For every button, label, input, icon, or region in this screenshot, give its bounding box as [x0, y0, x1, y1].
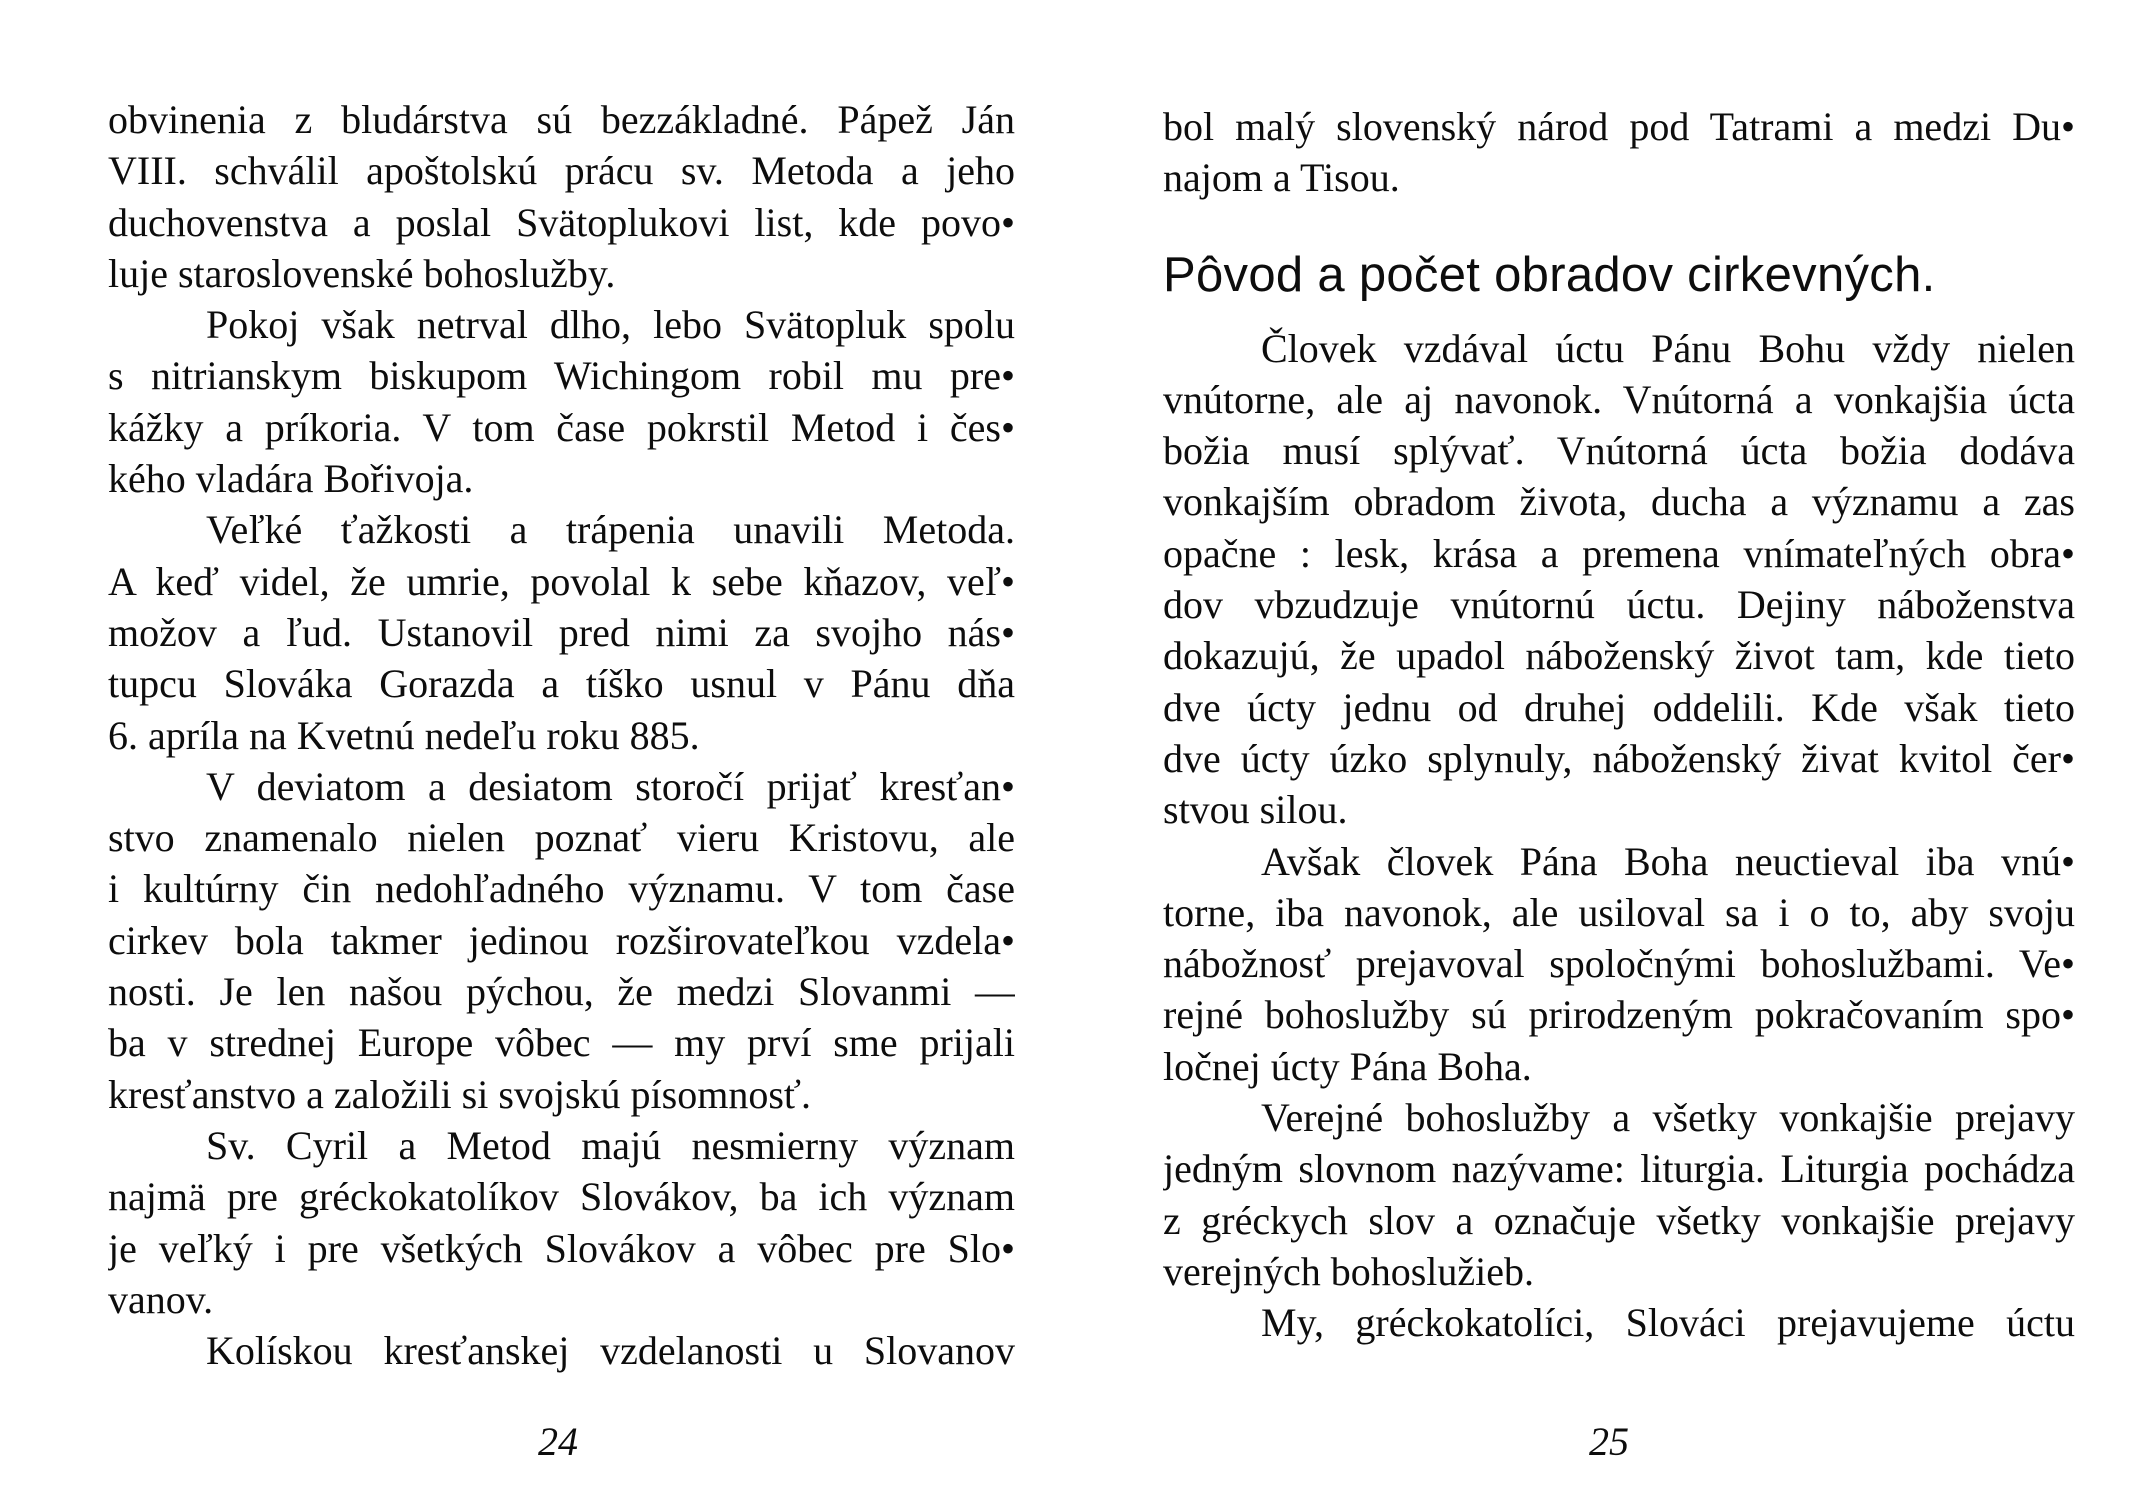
- text-line: Pokoj však netrval dlho, lebo Svätopluk spolu: [206, 302, 1015, 348]
- text-line: vanov.: [108, 1276, 214, 1322]
- text-line: tupcu Slováka Gorazda a tíško usnul v Pánu dňa: [108, 661, 1015, 707]
- text-line: V deviatom a desiatom storočí prijať kresťan•: [206, 763, 1015, 809]
- text-line: VIII. schválil apoštolskú prácu sv. Metoda a jeho: [108, 148, 1015, 194]
- text-line: jedným slovnom nazývame: liturgia. Liturgia pochádza: [1163, 1146, 2075, 1192]
- text-line: Avšak človek Pána Boha neuctieval iba vnú•: [1261, 838, 2075, 884]
- text-line: z gréckych slov a označuje všetky vonkajšie prejavy: [1163, 1197, 2075, 1243]
- text-line: dve úcty úzko splynuly, náboženský živat kvitol čer•: [1163, 735, 2075, 781]
- text-line: najom a Tisou.: [1163, 155, 1400, 201]
- text-line: božia musí splývať. Vnútorná úcta božia dodáva: [1163, 428, 2075, 474]
- text-line: duchovenstva a poslal Svätoplukovi list, kde povo•: [108, 199, 1015, 245]
- section-heading: Pôvod a počet obradov cirkevných.: [1163, 247, 1936, 302]
- page-number: 25: [1589, 1419, 1629, 1464]
- text-line: kresťanstvo a založili si svojskú písomnosť.: [108, 1071, 812, 1117]
- text-line: ločnej úcty Pána Boha.: [1163, 1043, 1532, 1089]
- page-number: 24: [538, 1419, 578, 1464]
- text-line: s nitrianskym biskupom Wichingom robil mu pre•: [108, 353, 1015, 399]
- text-line: je veľký i pre všetkých Slovákov a vôbec pre Slo•: [108, 1225, 1015, 1271]
- text-line: opačne : lesk, krása a premena vnímateľných obra•: [1163, 530, 2075, 576]
- text-line: najmä pre gréckokatolíkov Slovákov, ba ich význam: [108, 1174, 1015, 1220]
- text-line: dokazujú, že upadol náboženský život tam, kde tieto: [1163, 633, 2075, 679]
- text-line: i kultúrny čin nedohľadného významu. V tom čase: [108, 866, 1015, 912]
- text-line: kého vladára Bořivoja.: [108, 456, 474, 502]
- text-line: Sv. Cyril a Metod majú nesmierny význam: [206, 1122, 1015, 1168]
- text-line: luje staroslovenské bohoslužby.: [108, 250, 616, 296]
- text-line: Verejné bohoslužby a všetky vonkajšie prejavy: [1261, 1095, 2075, 1141]
- right-page: [1075, 0, 2150, 1500]
- text-line: bol malý slovenský národ pod Tatrami a medzi Du•: [1163, 104, 2075, 149]
- text-line: vonkajším obradom života, ducha a významu a zas: [1163, 479, 2075, 525]
- text-line: Kolískou kresťanskej vzdelanosti u Slovanov: [206, 1328, 1015, 1374]
- text-line: torne, iba navonok, ale usiloval sa i o to, aby svoju: [1163, 889, 2075, 935]
- text-line: verejných bohoslužieb.: [1163, 1248, 1534, 1294]
- text-line: dve úcty jednu od druhej oddelili. Kde však tieto: [1163, 684, 2075, 730]
- text-line: My, gréckokatolíci, Slováci prejavujeme úctu: [1261, 1300, 2075, 1346]
- text-line: A keď videl, že umrie, povolal k sebe kňazov, veľ•: [108, 558, 1015, 604]
- text-line: vnútorne, ale aj navonok. Vnútorná a vonkajšia úcta: [1163, 376, 2075, 422]
- left-page-text: [108, 94, 1015, 1376]
- right-page-text: [1163, 101, 2075, 1349]
- text-line: možov a ľud. Ustanovil pred nimi za svojho nás•: [108, 609, 1015, 655]
- text-line: cirkev bola takmer jedinou rozširovateľkou vzdela•: [108, 917, 1015, 963]
- text-line: rejné bohoslužby sú prirodzeným pokračovaním spo•: [1163, 992, 2075, 1038]
- text-line: kážky a príkoria. V tom čase pokrstil Metod i čes•: [108, 404, 1015, 450]
- text-line: ba v strednej Europe vôbec — my prví sme prijali: [108, 1020, 1015, 1066]
- text-line: Človek vzdával úctu Pánu Bohu vždy nielen: [1261, 325, 2075, 371]
- text-line: 6. apríla na Kvetnú nedeľu roku 885.: [108, 712, 700, 758]
- text-line: dov vbzudzuje vnútornú úctu. Dejiny náboženstva: [1163, 582, 2075, 628]
- text-line: nosti. Je len našou pýchou, že medzi Slovanmi —: [108, 969, 1015, 1015]
- text-line: stvo znamenalo nielen poznať vieru Kristovu, ale: [108, 815, 1015, 861]
- text-line: stvou silou.: [1163, 787, 1348, 833]
- text-line: Veľké ťažkosti a trápenia unavili Metoda.: [206, 507, 1015, 553]
- text-line: nábožnosť prejavoval spoločnými bohoslužbami. Ve•: [1163, 941, 2075, 987]
- text-line: obvinenia z bludárstva sú bezzákladné. Pápež Ján: [108, 97, 1015, 142]
